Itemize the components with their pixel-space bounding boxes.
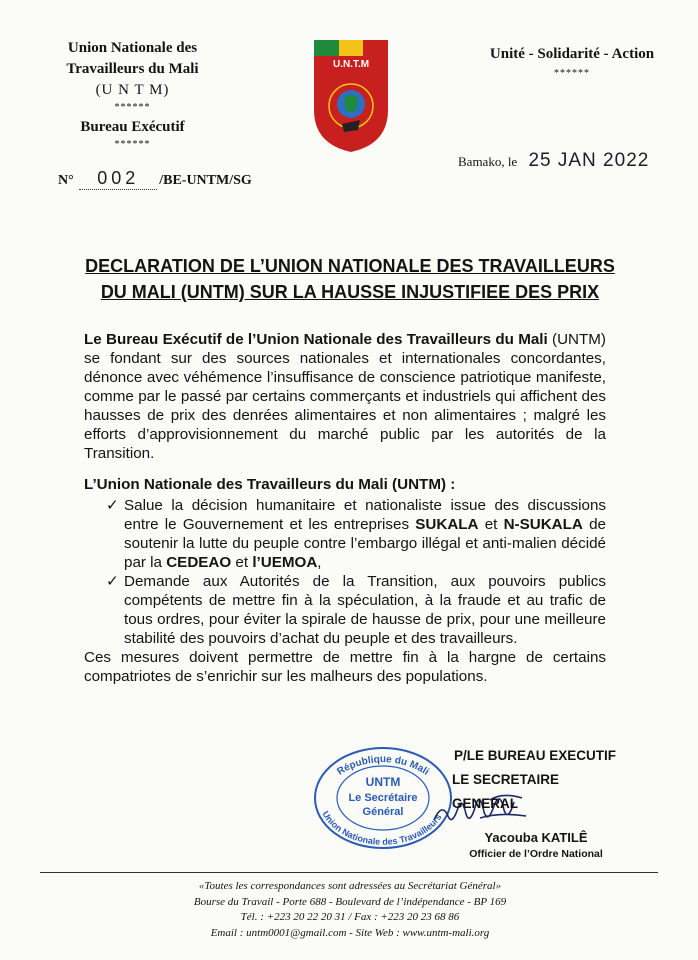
footer-contact: Email : untm0001@gmail.com - Site Web : www.untm-mali.org [210,926,490,939]
footer [60,879,640,941]
signatory-name-block [456,830,616,862]
document-title [80,253,620,305]
footer-divider [40,872,658,873]
footer-phone: Tél. : +223 20 22 20 31 / Fax : +223 20 23 68 86 [240,911,460,923]
signatory-block [452,744,617,816]
date-value: 25 JAN 2022 [528,150,650,171]
org-acronym: (U N T M) [95,82,170,98]
ref-number: 002 [79,168,157,190]
item1-text: et [231,554,253,571]
list-item [84,572,606,648]
ref-prefix: N° [58,173,74,188]
ref-suffix: /BE-UNTM/SG [159,173,252,188]
motto: Unité - Solidarité - Action [489,46,655,62]
item1-sukala: SUKALA [415,516,479,533]
stamp-center-untm: UNTM [365,775,401,789]
item2-text: Demande aux Autorités de la Transition, aux pouvoirs publics compétents de mettre fin à la spéculation, à la fraude et au trafic de tous ordres, pour éviter la spirale de hausse de prix, pour une meilleure stabilité des pouvoirs d’achat du peuple et des travailleurs. [124,573,606,647]
date-prefix: Bamako, le [458,154,518,169]
document-body [84,330,606,686]
footer-line1: «Toutes les correspondances sont adressées au Secrétariat Général» [198,880,502,892]
title-line1: DECLARATION DE L’UNION NATIONALE DES TRAVAILLEURS [85,256,615,276]
stamp-bottom-arc: Union Nationale des Travailleurs [320,809,444,847]
declaration-list [84,496,606,648]
check-icon: ✓ [106,497,119,514]
title-line2: DU MALI (UNTM) SUR LA HAUSSE INJUSTIFIEE DES PRIX [100,282,600,302]
separator-stars: ****** [114,102,151,113]
item1-uemoa: l’UEMOA [252,554,318,571]
stamp-center-general: Général [362,806,404,818]
check-icon: ✓ [106,573,119,590]
footer-address: Bourse du Travail - Porte 688 - Boulevard de l’indépendance - BP 169 [193,895,507,908]
item1-n-sukala: N-SUKALA [503,516,583,533]
conclusion-paragraph: Ces mesures doivent permettre de mettre fin à la hargne de certains compatriotes de s’enrichir sur les malheurs des populations. [84,649,606,685]
section-heading: L’Union Nationale des Travailleurs du Mali (UNTM) : [84,476,456,493]
item1-cedeao: CEDEAO [166,554,232,571]
intro-paragraph [84,330,606,463]
reference-line [58,168,252,190]
item1-text: de soutenir la lutte du peuple contre l’embargo illégal et anti-malien décidé par la [124,516,606,571]
untm-logo [314,40,388,152]
signatory-line1: P/LE BUREAU EXECUTIF [454,748,617,763]
stamp-center-role: Le Secrétaire [348,792,418,804]
organization-header [40,38,225,152]
signatory-name: Yacouba KATILÊ [484,830,588,845]
item1-text: et [478,516,504,533]
bureau-executif-label: Bureau Exécutif [80,119,185,135]
org-name-line2: Travailleurs du Mali [66,61,199,77]
date-line [458,150,649,172]
signatory-title: Officier de l’Ordre National [469,848,603,860]
stamp-top-arc: République du Mali [335,754,431,778]
motto-block [478,44,666,84]
item1-text: Salue la décision humanitaire et nationaliste issue des discussions entre le Gouvernement et les entreprises [124,497,606,533]
org-name-line1: Union Nationale des [67,40,198,56]
intro-text: (UNTM) se fondant sur des sources nationales et internationales concordantes, dénonce avec véhémence l’insuffisance de conscience patriotique manifeste, comme par le passé par certains commerçants et industriels qui affichent des hausses de prix des denrées alimentaires et non alimentaires ; malgré les efforts d’approvisionnement du marché public par les autorités de la Transition. [84,331,606,462]
separator-stars: ****** [114,139,151,150]
list-item [84,496,606,572]
intro-bold: Le Bureau Exécutif de l’Union Nationale des Travailleurs du Mali [84,331,548,348]
item1-text: , [317,554,322,571]
logo-text: U.N.T.M [332,59,370,70]
signatory-line2: LE SECRETAIRE GENERAL [452,772,560,811]
separator-stars: ****** [554,68,590,79]
